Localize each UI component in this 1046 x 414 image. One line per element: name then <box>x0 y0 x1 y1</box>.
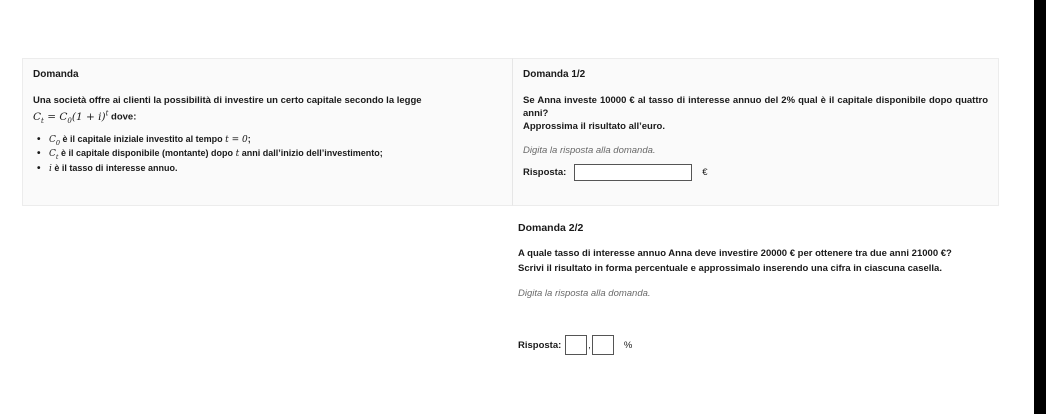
question-2-answer-row <box>518 335 1002 355</box>
context-panel <box>22 58 512 206</box>
question-1-text: Se Anna investe 10000 € al tasso di interesse annuo del 2% qual è il capitale disponibile dopo quattro anni? <box>523 95 988 119</box>
definition-text: è il capitale iniziale investito al tempo <box>62 133 223 144</box>
question-1-hint: Digita la risposta alla domanda. <box>523 145 656 156</box>
math-t: t <box>235 149 240 160</box>
symbol-c0: $C_0$ <box>49 134 61 147</box>
bullet-icon: • <box>37 148 41 160</box>
euro-unit: € <box>702 167 708 178</box>
question-2-digit-1-input[interactable] <box>565 335 587 355</box>
definition-text: è il capitale disponibile (montante) dopo <box>61 148 234 159</box>
question-2-instruction: Scrivi il risultato in forma percentuale e approssimalo inserendo una cifra in ciascuna casella. <box>518 263 942 274</box>
formula: $C_t = C_0(1 + i)^t$ <box>33 109 109 125</box>
question-2-digit-2-input[interactable] <box>592 335 614 355</box>
question-2-panel <box>512 212 1012 362</box>
question-2-hint: Digita la risposta alla domanda. <box>518 288 651 299</box>
formula-suffix: dove: <box>111 111 137 123</box>
context-intro-text: Una società offre ai clienti la possibilità di investire un certo capitale secondo la legge <box>33 95 422 106</box>
definition-tail: ; <box>247 133 251 144</box>
definition-item <box>37 163 502 175</box>
bullet-icon: • <box>37 133 41 145</box>
question-1-answer-label: Risposta: <box>523 167 567 178</box>
bullet-icon: • <box>37 163 41 175</box>
question-2-answer-label: Risposta: <box>518 339 562 351</box>
question-1-answer-row <box>523 164 988 181</box>
symbol-ct: $C_t$ <box>49 149 59 162</box>
definition-item <box>37 133 502 149</box>
percent-unit: % <box>623 339 633 351</box>
question-1-panel <box>512 58 999 206</box>
definition-text: è il tasso di interesse annuo. <box>54 163 178 174</box>
context-heading: Domanda <box>33 69 79 80</box>
definition-item <box>37 148 502 163</box>
math-t-equals-0: t = 0 <box>225 134 248 145</box>
symbol-i: i <box>49 164 52 175</box>
decimal-separator: , <box>588 340 591 350</box>
question-1-instruction: Approssima il risultato all’euro. <box>523 121 666 132</box>
definitions-list <box>33 134 502 176</box>
question-1-heading: Domanda 1/2 <box>523 69 586 80</box>
context-intro <box>33 94 502 128</box>
question-2-text: A quale tasso di interesse annuo Anna deve investire 20000 € per ottenere tra due anni 21000 €? <box>518 248 952 259</box>
right-edge-bar <box>1034 0 1046 414</box>
question-1-answer-input[interactable] <box>574 164 692 181</box>
question-2-heading: Domanda 2/2 <box>518 222 584 234</box>
definition-tail: anni dall’inizio dell’investimento; <box>241 148 383 159</box>
